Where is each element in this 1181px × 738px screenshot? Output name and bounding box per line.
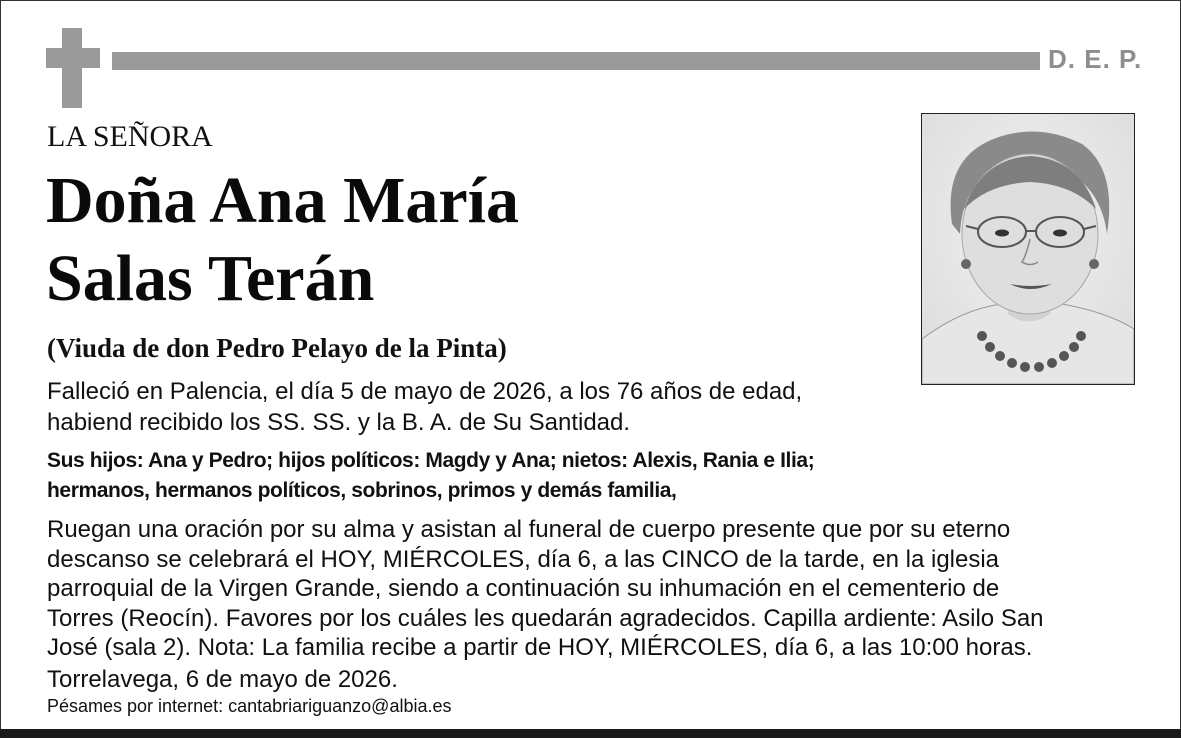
funeral-line: Torres (Reocín). Favores por los cuáles les quedarán agradecidos. Capilla ardiente: Asilo San [47,604,1044,632]
deceased-title: LA SEÑORA [47,120,213,153]
death-notice-line: Falleció en Palencia, el día 5 de mayo de 2026, a los 76 años de edad, [47,378,803,405]
family-list [47,446,1047,506]
portrait-image [922,114,1134,384]
name-line-2: Salas Terán [46,242,375,315]
condolences-line: Pésames por internet: cantabriariguanzo@albia.es [47,696,452,716]
funeral-line: parroquial de la Virgen Grande, siendo a continuación su inhumación en el cementerio de [47,575,1000,602]
dep-label: D. E. P. [1048,44,1143,74]
family-line: Sus hijos: Ana y Pedro; hijos políticos: Magdy y Ana; nietos: Alexis, Rania e Ilia; [47,449,815,472]
place-date: Torrelavega, 6 de mayo de 2026. [47,666,398,693]
portrait-photo [921,113,1135,385]
cross-icon [46,28,100,108]
name-line-1: Doña Ana María [46,164,520,237]
header-rule [112,52,1040,70]
widow-of: (Viuda de don Pedro Pelayo de la Pinta) [47,333,507,363]
funeral-line: Ruegan una oración por su alma y asistan al funeral de cuerpo presente que por su eterno [47,516,1011,543]
death-notice [47,376,907,438]
bottom-bar [0,729,1181,738]
funeral-line: José (sala 2). Nota: La familia recibe a partir de HOY, MIÉRCOLES, día 6, a las 10:00 horas. [47,634,1033,661]
funeral-details [47,515,1147,663]
deceased-name [46,162,519,318]
death-notice-line: habiend recibido los SS. SS. y la B. A. de Su Santidad. [47,409,631,436]
family-line: hermanos, hermanos políticos, sobrinos, primos y demás familia, [47,479,677,502]
funeral-line: descanso se celebrará el HOY, MIÉRCOLES, día 6, a las CINCO de la tarde, en la iglesia [47,545,1000,573]
